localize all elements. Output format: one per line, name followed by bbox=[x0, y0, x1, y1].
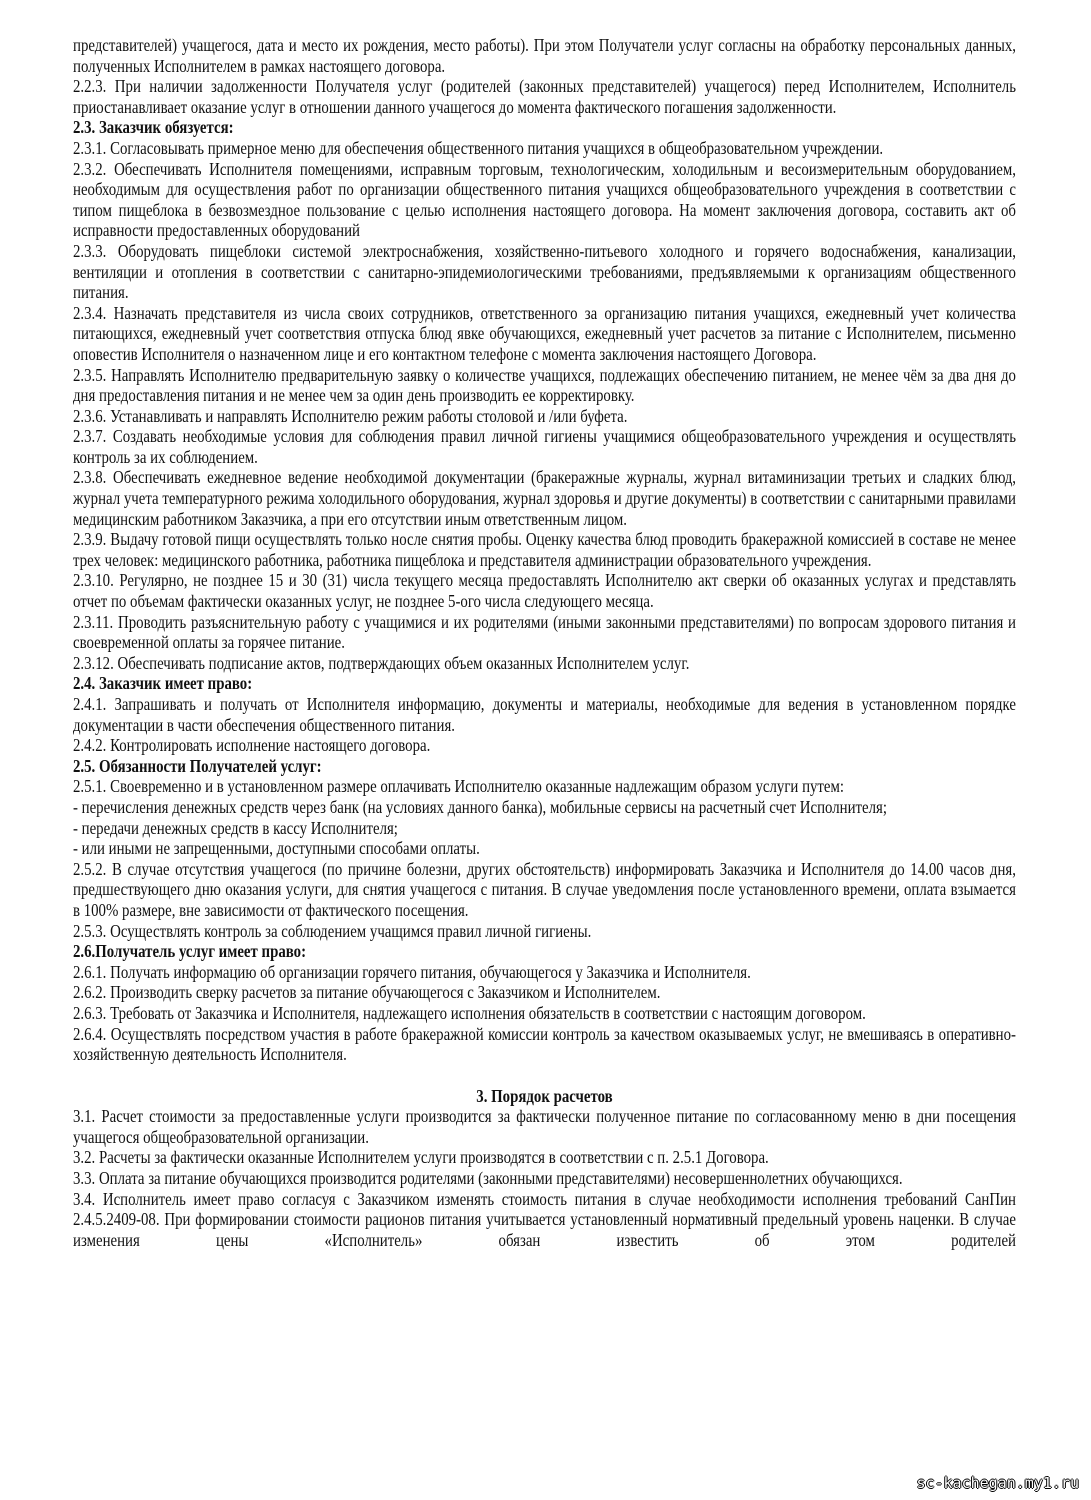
section-heading: 2.5. Обязанности Получателей услуг: bbox=[73, 755, 322, 776]
paragraph: - перечисления денежных средств через банк (на условиях данного банка), мобильные сервисы на расчетный счет Исполнителя; bbox=[73, 796, 887, 817]
paragraph: 2.3.4. Назначать представителя из числа своих сотрудников, ответственного за организацию питания учащихся, ежедневный учет количества питающихся, ежедневный учет соответствия отпуска блюд явке обучающихся, ежедневный учет расчетов за питание с Исполнителем, письменно оповестив Исполнителя о назначенном лице и его контактном телефоне с момента заключения настоящего Договора. bbox=[73, 302, 1016, 364]
paragraph: 2.3.10. Регулярно, не позднее 15 и 30 (31) числа текущего месяца предоставлять Исполнителю акт сверки об оказанных услугах и представлять отчет по объемам фактически оказанных услуг, не позднее 5-ого числа следующего месяца. bbox=[73, 570, 1016, 612]
paragraph: 2.5.2. В случае отсутствия учащегося (по причине болезни, других обстоятельств) информировать Заказчика и Исполнителя до 14.00 часов дня, предшествующего дню оказания услуги, для снятия учащегося с питания. В случае уведомления после установленного времени, оплата взымается в 100% размере, вне зависимости от фактического посещения. bbox=[73, 858, 1016, 920]
paragraph: - передачи денежных средств в кассу Исполнителя; bbox=[73, 817, 398, 838]
paragraph: 2.5.3. Осуществлять контроль за соблюдением учащимся правил личной гигиены. bbox=[73, 920, 592, 941]
paragraph: 2.6.3. Требовать от Заказчика и Исполнителя, надлежащего исполнения обязательств в соответствии с настоящим договором. bbox=[73, 1002, 866, 1023]
paragraph: 3.4. Исполнитель имеет право согласуя с Заказчиком изменять стоимость питания в случае необходимости исполнения требований СанПин 2.4.5.2409-08. При формировании стоимости рационов питания учитывается установленный нормативный предельный уровень наценки. В случае изменения цены «Исполнитель» обязан известить об этом родителей bbox=[73, 1188, 1016, 1250]
paragraph: 2.3.12. Обеспечивать подписание актов, подтверждающих объем оказанных Исполнителем услуг. bbox=[73, 652, 690, 673]
paragraph: 2.3.9. Выдачу готовой пищи осуществлять только носле снятия пробы. Оценку качества блюд проводить бракеражной комиссией в составе не менее трех человек: медицинского работника, работника пищеблока и представителя администрации образовательного учреждения. bbox=[73, 529, 1016, 570]
paragraph: 2.3.11. Проводить разъяснительную работу с учащимися и их родителями (иными законными представителями) по вопросам здорового питания и своевременной оплаты за горячее питание. bbox=[73, 611, 1016, 653]
section-heading: 2.3. Заказчик обязуется: bbox=[73, 117, 234, 138]
paragraph: 2.4.2. Контролировать исполнение настоящего договора. bbox=[73, 735, 431, 756]
section-heading: 3. Порядок расчетов bbox=[476, 1085, 613, 1106]
section-heading: 2.4. Заказчик имеет право: bbox=[73, 673, 253, 694]
paragraph: 2.3.5. Направлять Исполнителю предварительную заявку о количестве учащихся, подлежащих обеспечению питанием, не менее чём за два дня до дня предоставления питания и не менее чем за один день производить ее корректировку. bbox=[73, 364, 1016, 406]
paragraph: 3.2. Расчеты за фактически оказанные Исполнителем услуги производятся в соответствии с п. 2.5.1 Договора. bbox=[73, 1147, 769, 1168]
paragraph: 2.3.3. Оборудовать пищеблоки системой электроснабжения, хозяйственно-питьевого холодного и горячего водоснабжения, канализации, вентиляции и отопления в соответствии с санитарно-эпидемиологическими требованиями, предъявляемыми к организациям общественного питания. bbox=[73, 240, 1016, 303]
paragraph: 2.2.3. При наличии задолженности Получателя услуг (родителей (законных представителей) учащегося) перед Исполнителем, Исполнитель приостанавливает оказание услуг в отношении данного учащегося до момента фактического погашения задолженности. bbox=[73, 76, 1016, 117]
paragraph: 2.4.1. Запрашивать и получать от Исполнителя информацию, документы и материалы, необходимые для ведения в установленном порядке документации в части обеспечения общественного питания. bbox=[73, 694, 1016, 735]
paragraph: 3.1. Расчет стоимости за предоставленные услуги производится за фактически полученное питание по согласованному меню в дни посещения учащегося общеобразовательной организации. bbox=[73, 1106, 1016, 1147]
paragraph: 2.6.4. Осуществлять посредством участия в работе бракеражной комиссии контроль за качеством оказываемых услуг, не вмешиваясь в оперативно-хозяйственную деятельность Исполнителя. bbox=[73, 1023, 1016, 1065]
paragraph: 2.3.8. Обеспечивать ежедневное ведение необходимой документации (бракеражные журналы, журнал витаминизации третьих и сладких блюд, журнал учета температурного режима холодильного оборудования, журнал здоровья и другие документы) в соответствии с санитарными правилами медицинским работником Заказчика, а при его отсутствии иным ответственным лицом. bbox=[73, 467, 1016, 529]
paragraph: 2.3.7. Создавать необходимые условия для соблюдения правил личной гигиены учащимися общеобразовательного учреждения и осуществлять контроль за их соблюдением. bbox=[73, 426, 1016, 467]
paragraph: 3.3. Оплата за питание обучающихся производится родителями (законными представителями) несовершеннолетних обучающихся. bbox=[73, 1168, 903, 1189]
document-body bbox=[73, 35, 1016, 1250]
paragraph: 2.6.2. Производить сверку расчетов за питание обучающегося с Заказчиком и Исполнителем. bbox=[73, 982, 661, 1003]
paragraph: 2.3.2. Обеспечивать Исполнителя помещениями, исправным торговым, технологическим, холодильным и весоизмерительным оборудованием, необходимым для осуществления работ по организации общественного питания учащихся общеобразовательного учреждения в соответствии с типом пищеблока в безвозмездное пользование с целью исполнения настоящего договора. На момент заключения договора, составить акт об исправности предоставленных оборудований bbox=[73, 158, 1016, 241]
section-heading: 2.6.Получатель услуг имеет право: bbox=[73, 941, 307, 962]
paragraph: 2.3.6. Устанавливать и направлять Исполнителю режим работы столовой и /или буфета. bbox=[73, 405, 628, 426]
paragraph: 2.5.1. Своевременно и в установленном размере оплачивать Исполнителю оказанные надлежащим образом услуги путем: bbox=[73, 776, 845, 797]
watermark: sc-kachegan.my1.ru bbox=[916, 1474, 1079, 1492]
paragraph: представителей) учащегося, дата и место их рождения, место работы). При этом Получатели услуг согласны на обработку персональных данных, полученных Исполнителем в рамках настоящего договора. bbox=[73, 35, 1016, 76]
paragraph: 2.3.1. Согласовывать примерное меню для обеспечения общественного питания учащихся в общеобразовательном учреждении. bbox=[73, 137, 884, 158]
paragraph: - или иными не запрещенными, доступными способами оплаты. bbox=[73, 838, 480, 859]
paragraph: 2.6.1. Получать информацию об организации горячего питания, обучающегося у Заказчика и Исполнителя. bbox=[73, 961, 751, 982]
